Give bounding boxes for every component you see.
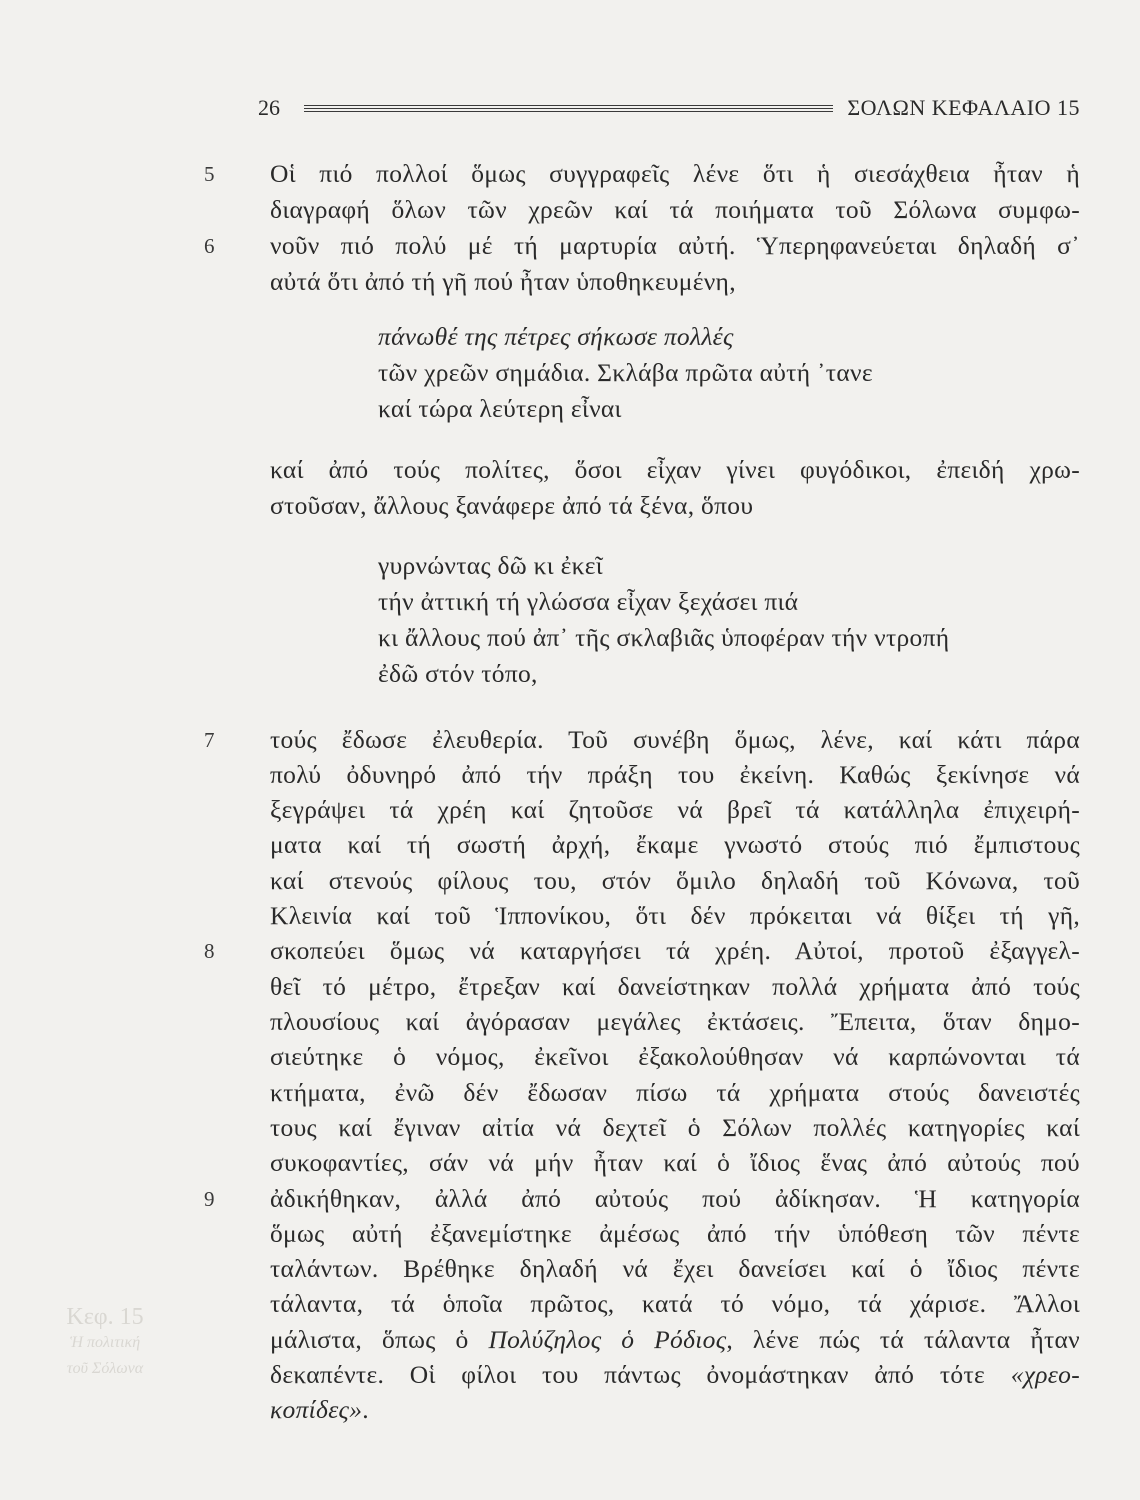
verse-line: καί τώρα λεύτερη εἶναι	[378, 394, 622, 423]
italic-term: «χρεο-	[1010, 1360, 1080, 1389]
text-line: νοῦν πιό πολύ μέ τή μαρτυρία αὐτή. Ὑπερηφανεύεται δηλαδή σ᾽	[270, 231, 1080, 260]
header-rule	[304, 105, 833, 112]
text-line: στοῦσαν, ἄλλους ξανάφερε ἀπό τά ξένα, ὅπου	[270, 491, 754, 520]
text-line: ἀδικήθηκαν, ἀλλά ἀπό αὐτούς πού ἀδίκησαν. Ἡ κατηγορία	[270, 1184, 1080, 1213]
text-line: καί στενούς φίλους του, στόν ὅμιλο δηλαδή τοῦ Κόνωνα, τοῦ	[270, 866, 1080, 895]
text-line	[270, 1358, 1080, 1392]
verse-line: κι ἄλλους πού ἀπ᾽ τῆς σκλαβιᾶς ὑποφέραν τήν ντροπή	[378, 623, 950, 652]
bleed-through-line: τοῦ Σόλωνα	[66, 1360, 144, 1377]
text-line: πλουσίους καί ἀγόρασαν μεγάλες ἐκτάσεις. Ἔπειτα, ὅταν δημο-	[270, 1007, 1080, 1036]
text-line: καί ἀπό τούς πολίτες, ὅσοι εἶχαν γίνει φυγόδικοι, ἐπειδή χρω-	[270, 455, 1080, 484]
text-line: αὐτά ὅτι ἀπό τή γῆ πού ἦταν ὑποθηκευμένη,	[270, 267, 736, 296]
text-line: συκοφαντίες, σάν νά μήν ἦταν καί ὁ ἴδιος ἕνας ἀπό αὐτούς πού	[270, 1148, 1080, 1177]
section-number-8: 8	[204, 939, 215, 963]
running-header	[258, 92, 1080, 124]
text-line: τάλαντα, τά ὁποῖα πρῶτος, κατά τό νόμο, τά χάρισε. Ἄλλοι	[270, 1289, 1080, 1318]
section-number-5: 5	[204, 162, 215, 186]
text-line: τούς ἔδωσε ἐλευθερία. Τοῦ συνέβη ὅμως, λένε, καί κάτι πάρα	[270, 725, 1080, 754]
text-line: πολύ ὀδυνηρό ἀπό τήν πράξη του ἐκείνη. Καθώς ξεκίνησε νά	[270, 760, 1080, 789]
text-line	[270, 1393, 1080, 1427]
section-number-6: 6	[204, 234, 215, 258]
text-fragment: , λένε πώς τά τάλαντα ἦταν	[726, 1325, 1081, 1354]
text-line	[270, 1323, 1080, 1357]
text-line: σιεύτηκε ὁ νόμος, ἐκεῖνοι ἐξακολούθησαν νά καρπώνονται τά	[270, 1042, 1080, 1071]
person-name: Πολύζηλος ὁ Ρόδιος	[488, 1325, 727, 1354]
text-line: σκοπεύει ὅμως νά καταργήσει τά χρέη. Αὐτοί, προτοῦ ἐξαγγελ-	[270, 936, 1080, 965]
text-fragment: .	[362, 1395, 369, 1424]
text-line: Οἱ πιό πολλοί ὅμως συγγραφεῖς λένε ὅτι ἡ σιεσάχθεια ἦταν ἡ	[270, 159, 1080, 188]
text-line: θεῖ τό μέτρο, ἔτρεξαν καί δανείστηκαν πολλά χρήματα ἀπό τούς	[270, 972, 1080, 1001]
page-number: 26	[258, 95, 280, 120]
text-line: διαγραφή ὅλων τῶν χρεῶν καί τά ποιήματα τοῦ Σόλωνα συμφω-	[270, 195, 1080, 224]
text-line: ξεγράψει τά χρέη καί ζητοῦσε νά βρεῖ τά κατάλληλα ἐπιχειρή-	[270, 795, 1080, 824]
bleed-through-line: Κεφ. 15	[66, 1304, 144, 1330]
verse-line: ἐδῶ στόν τόπο,	[378, 659, 538, 688]
text-fragment: μάλιστα, ὅπως ὁ	[270, 1325, 489, 1354]
verse-line: τῶν χρεῶν σημάδια. Σκλάβα πρῶτα αὐτή ᾽τανε	[378, 358, 873, 387]
verse-line: γυρνώντας δῶ κι ἐκεῖ	[378, 551, 603, 580]
bleed-through-margin-note	[40, 1304, 170, 1382]
italic-term: κοπίδες»	[270, 1395, 363, 1424]
section-number-9: 9	[204, 1187, 215, 1211]
bleed-through-line: Ἡ πολιτική	[69, 1334, 141, 1351]
text-line: ὅμως αὐτή ἐξανεμίστηκε ἀμέσως ἀπό τήν ὑπόθεση τῶν πέντε	[270, 1219, 1080, 1248]
text-fragment: δεκαπέντε. Οἱ φίλοι του πάντως ὀνομάστηκαν ἀπό τότε	[270, 1360, 1011, 1389]
running-title: ΣΟΛΩΝ ΚΕΦΑΛΑΙΟ 15	[847, 95, 1080, 120]
text-line: ταλάντων. Βρέθηκε δηλαδή νά ἔχει δανείσει καί ὁ ἴδιος πέντε	[270, 1254, 1080, 1283]
text-line: κτήματα, ἐνῶ δέν ἔδωσαν πίσω τά χρήματα στούς δανειστές	[270, 1078, 1080, 1107]
verse-line: πάνωθέ της πέτρες σήκωσε πολλές	[378, 322, 734, 351]
section-number-7: 7	[204, 728, 215, 752]
verse-line: τήν ἀττική τή γλώσσα εἶχαν ξεχάσει πιά	[378, 587, 799, 616]
text-line: Κλεινία καί τοῦ Ἱππονίκου, ὅτι δέν πρόκειται νά θίξει τή γῆ,	[270, 901, 1080, 930]
text-line: ματα καί τή σωστή ἀρχή, ἔκαμε γνωστό στούς πιό ἔμπιστους	[270, 830, 1080, 859]
text-line: τους καί ἔγιναν αἰτία νά δεχτεῖ ὁ Σόλων πολλές κατηγορίες καί	[270, 1113, 1080, 1142]
